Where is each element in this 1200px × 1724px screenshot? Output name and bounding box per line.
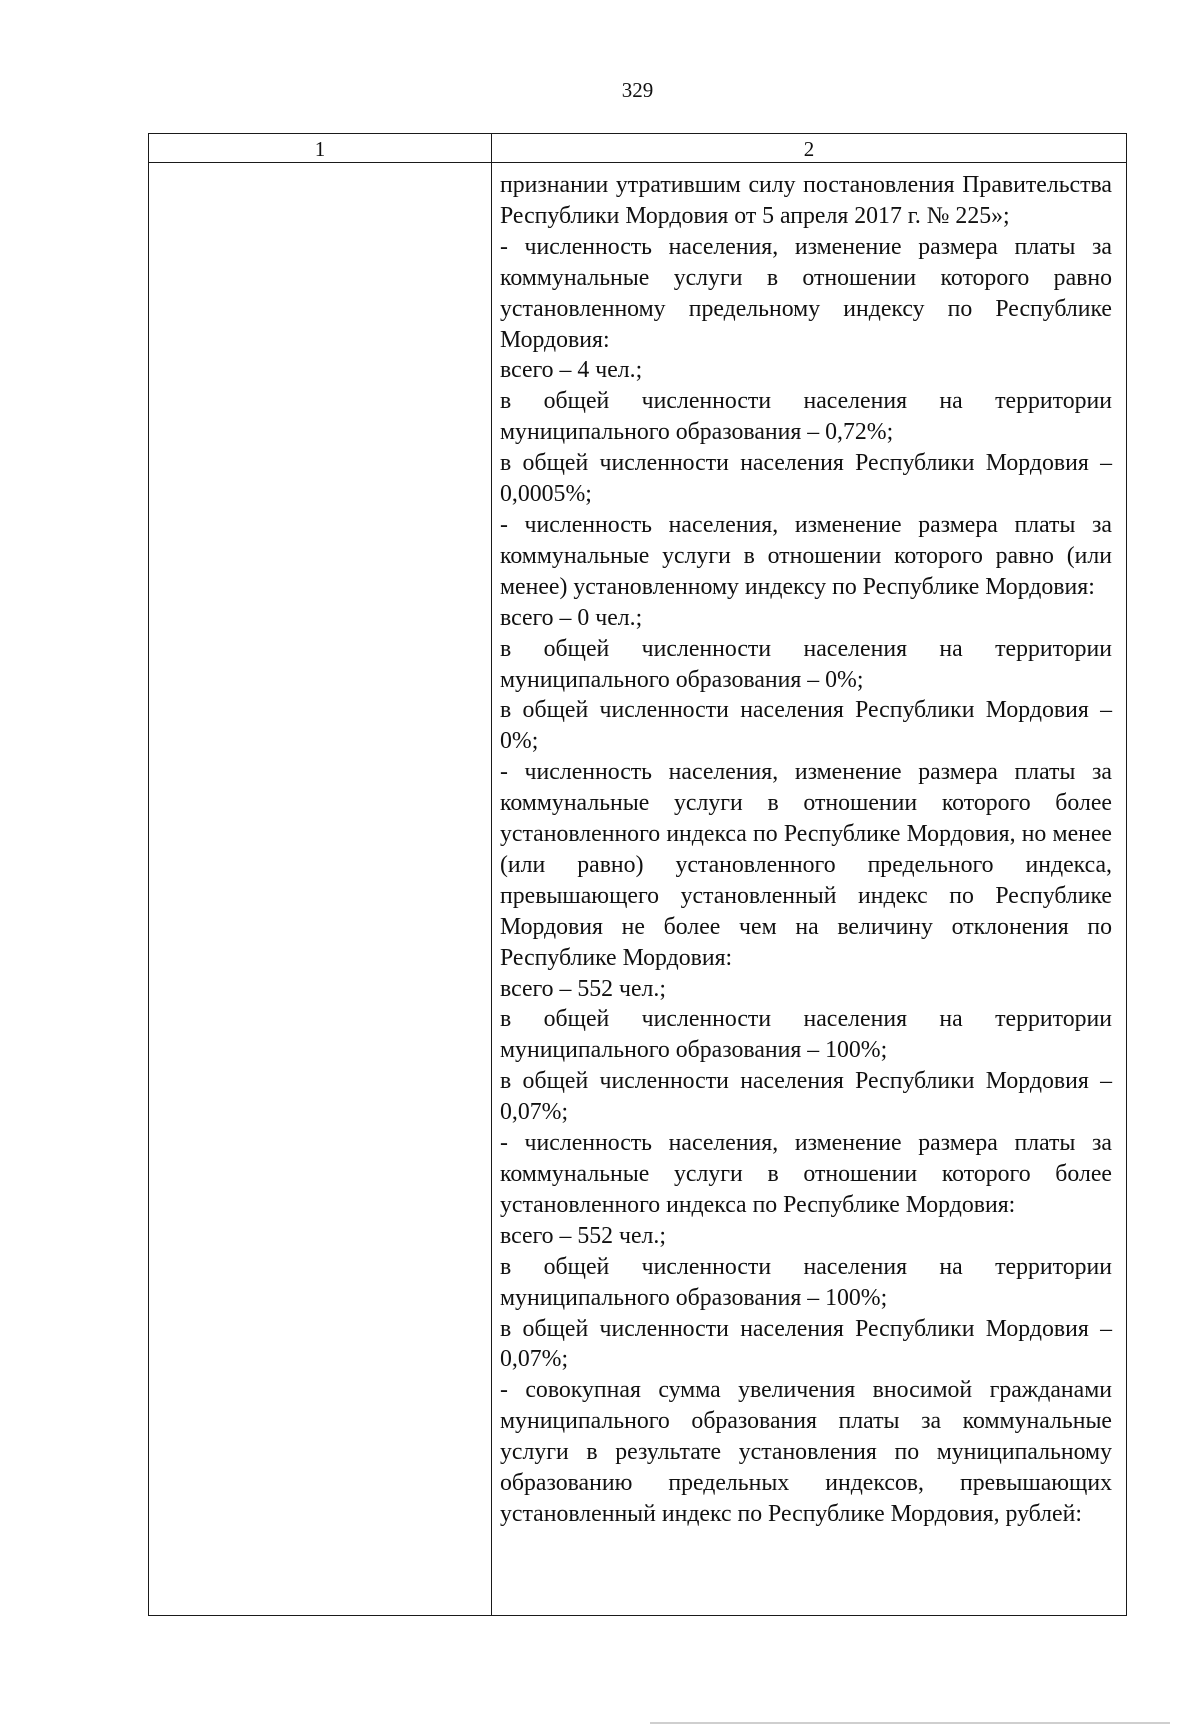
paragraph: - численность населения, изменение размера платы за коммунальные услуги в отношении которого равно установленному предельному индексу по Республике Мордовия: <box>500 233 1112 353</box>
paragraph: всего – 0 чел.; <box>500 604 643 631</box>
page-number: 329 <box>621 78 654 102</box>
paragraph: в общей численности населения на территории муниципального образования – 100%; <box>500 1253 1112 1311</box>
document-table <box>148 133 1127 1616</box>
paragraph: в общей численности населения на территории муниципального образования – 100%; <box>500 1006 1112 1064</box>
column-2-text <box>500 170 1112 1530</box>
paragraph: в общей численности населения Республики Мордовия – 0%; <box>500 697 1112 755</box>
paragraph: в общей численности населения на территории муниципального образования – 0,72%; <box>500 388 1112 446</box>
column-header-2: 2 <box>803 137 815 161</box>
paragraph: - совокупная сумма увеличения вносимой гражданами муниципального образования платы за коммунальные услуги в результате установления по муниципальному образованию предельных индексов, превышающих установленный индекс по Республике Мордовия, рублей: <box>500 1377 1112 1527</box>
paragraph: - численность населения, изменение размера платы за коммунальные услуги в отношении которого равно (или менее) установленному индексу по Республике Мордовия: <box>500 511 1112 600</box>
column-divider <box>491 134 492 1615</box>
paragraph: в общей численности населения Республики Мордовия – 0,07%; <box>500 1315 1112 1373</box>
paragraph: всего – 552 чел.; <box>500 1222 666 1249</box>
paragraph: всего – 552 чел.; <box>500 975 666 1002</box>
paragraph: признании утратившим силу постановления Правительства Республики Мордовия от 5 апреля 2017 г. № 225»; <box>500 172 1112 229</box>
paragraph: в общей численности населения на территории муниципального образования – 0%; <box>500 635 1112 693</box>
paragraph: всего – 4 чел.; <box>500 357 643 384</box>
column-header-1: 1 <box>314 137 326 161</box>
paragraph: - численность населения, изменение размера платы за коммунальные услуги в отношении которого более установленного индекса по Республике Мордовия: <box>500 1130 1112 1218</box>
paragraph: - численность населения, изменение размера платы за коммунальные услуги в отношении которого более установленного индекса по Республике Мордовия, но менее (или равно) установленного предельного индекса, превышающего установленный индекс по Республике Мордовия не более чем на величину отклонения по Республике Мордовия: <box>500 759 1112 971</box>
paragraph: в общей численности населения Республики Мордовия – 0,07%; <box>500 1068 1112 1126</box>
paragraph: в общей численности населения Республики Мордовия – 0,0005%; <box>500 450 1112 508</box>
header-divider <box>149 162 1126 163</box>
